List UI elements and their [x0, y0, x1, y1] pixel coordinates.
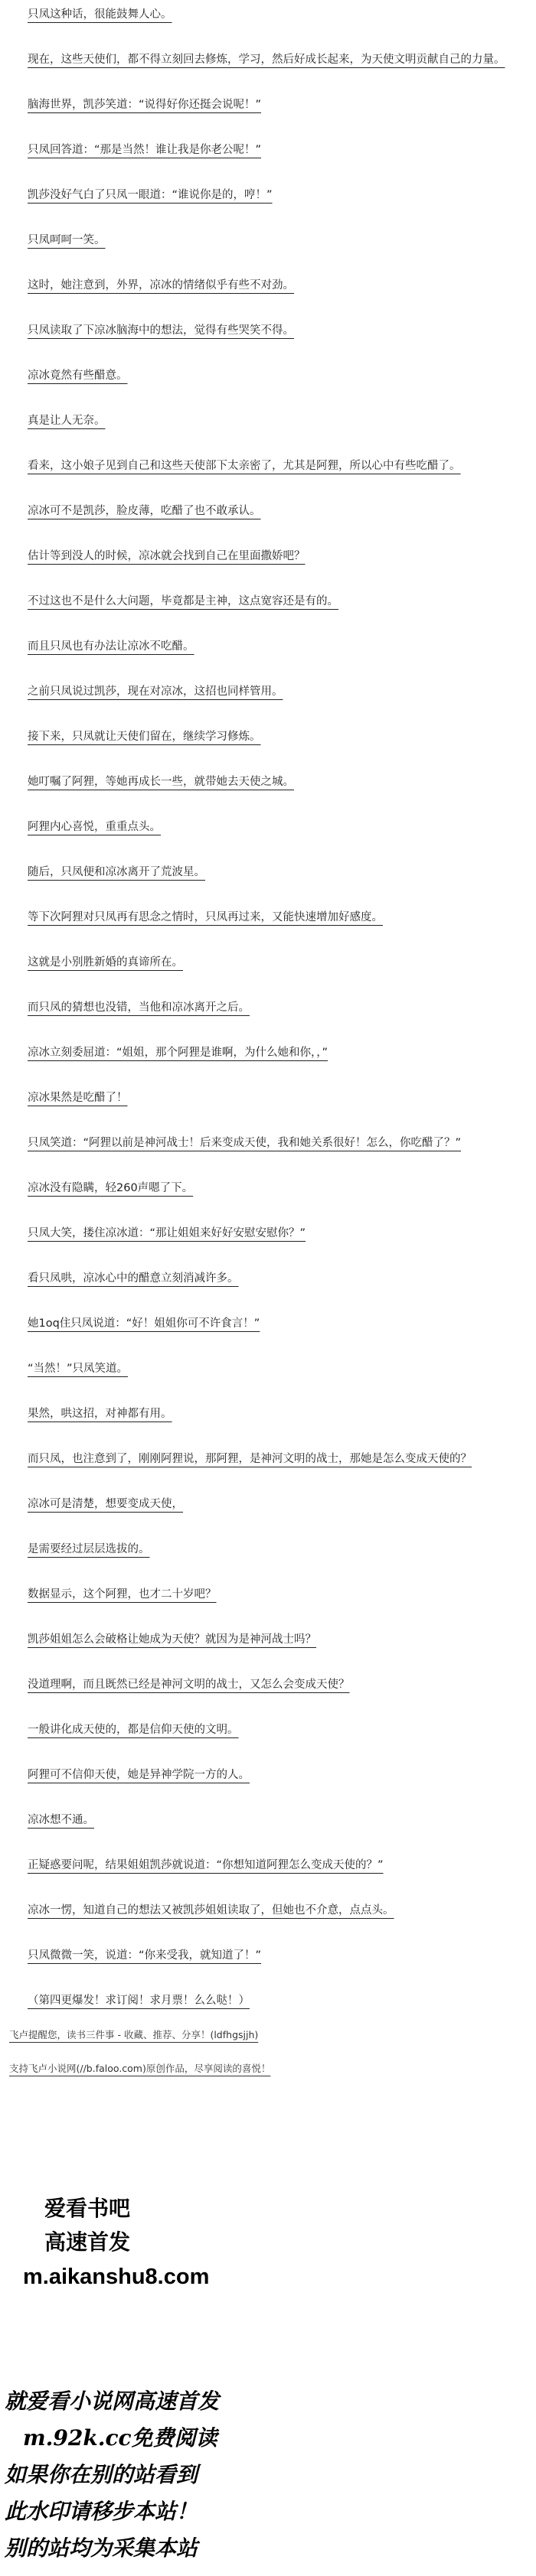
paragraph: 凉冰可不是凯莎，脸皮薄，吃醋了也不敢承认。	[28, 505, 261, 517]
paragraph: 等下次阿狸对只凤再有思念之情时，只凤再过来，又能快速增加好感度。	[28, 911, 383, 923]
paragraph: 看来，这小娘子见到自己和这些天使部下太亲密了，尤其是阿狸，所以心中有些吃醋了。	[28, 460, 461, 472]
paragraph: 随后，只凤便和凉冰离开了荒波星。	[28, 866, 205, 878]
paragraph: “当然！”只凤笑道。	[28, 1363, 129, 1375]
watermark-url: m.aikanshu8.com	[23, 2265, 210, 2289]
watermark-92k	[5, 2383, 326, 2567]
paragraph: 凉冰立刻委屈道：“姐姐，那个阿狸是谁啊，为什么她和你，，”	[28, 1047, 328, 1059]
watermark-aikanshu	[23, 2192, 345, 2294]
watermark-line: 就爱看小说网高速首发	[5, 2389, 220, 2414]
paragraph: 阿狸内心喜悦，重重点头。	[28, 821, 161, 833]
paragraph: 只凤大笑，搂住凉冰道：“那让姐姐来好好安慰安慰你？”	[28, 1227, 306, 1239]
paragraph: 一般讲化成天使的，都是信仰天使的文明。	[28, 1724, 239, 1736]
paragraph: 脑海世界，凯莎笑道：“说得好你还挺会说呢！”	[28, 99, 262, 111]
paragraph: 凉冰果然是吃醋了！	[28, 1092, 128, 1104]
watermark-line: 如果你在别的站看到	[5, 2462, 198, 2487]
paragraph: 凯莎姐姐怎么会破格让她成为天使？就因为是神河战士吗？	[28, 1633, 316, 1646]
paragraph: 凉冰想不通。	[28, 1814, 94, 1826]
paragraph: 现在，这些天使们，都不得立刻回去修炼，学习，然后好成长起来，为天使文明贡献自己的力量。	[28, 54, 505, 66]
paragraph: 估计等到没人的时候，凉冰就会找到自己在里面撒娇吧？	[28, 550, 306, 562]
watermark-line: 爱看书吧	[44, 2197, 131, 2220]
paragraph: 这时，她注意到，外界，凉冰的情绪似乎有些不对劲。	[28, 279, 294, 291]
watermark-line: 此水印请移步本站！	[5, 2499, 198, 2524]
paragraph: 凉冰没有隐瞒，轻260声嗯了下。	[28, 1182, 194, 1194]
paragraph: 之前只凤说过凯莎，现在对凉冰，这招也同样管用。	[28, 686, 283, 698]
watermark-line: 高速首发	[44, 2230, 131, 2254]
paragraph: 只凤这种话，很能鼓舞人心。	[28, 8, 172, 21]
faloo-support-link[interactable]: 支持飞卢小说网(//b.faloo.com)原创作品，尽享阅读的喜悦！	[9, 2063, 271, 2074]
paragraph: 凉冰可是清楚，想要变成天使，	[28, 1498, 183, 1510]
paragraph: 正疑惑要问呢，结果姐姐凯莎就说道：“你想知道阿狸怎么变成天使的？”	[28, 1859, 384, 1871]
paragraph: 阿狸可不信仰天使，她是异神学院一方的人。	[28, 1769, 250, 1781]
paragraph: 只凤回答道：“那是当然！谁让我是你老公呢！”	[28, 144, 262, 156]
paragraph: 而只凤，也注意到了，刚刚阿狸说，那阿狸，是神河文明的战士，那她是怎么变成天使的？	[28, 1453, 472, 1465]
paragraph: 凯莎没好气白了只凤一眼道：“谁说你是的，哼！”	[28, 189, 273, 201]
paragraph: 凉冰一愣，知道自己的想法又被凯莎姐姐读取了，但她也不介意，点点头。	[28, 1904, 394, 1917]
watermark-url: m.92k.cc免费阅读	[23, 2425, 217, 2451]
paragraph: 是需要经过层层选拔的。	[28, 1543, 150, 1555]
paragraph: 只凤读取了下凉冰脑海中的想法，觉得有些哭笑不得。	[28, 324, 294, 337]
paragraph: 这就是小别胜新婚的真谛所在。	[28, 956, 183, 969]
paragraph: 她1oq住只凤说道：“好！姐姐你可不许食言！”	[28, 1317, 260, 1330]
paragraph: 果然，哄这招，对神都有用。	[28, 1408, 172, 1420]
paragraph: 不过这也不是什么大问题，毕竟都是主神，这点宽容还是有的。	[28, 595, 338, 607]
paragraph: 她叮嘱了阿狸，等她再成长一些，就带她去天使之城。	[28, 776, 294, 788]
paragraph: 数据显示，这个阿狸，也才二十岁吧？	[28, 1588, 217, 1601]
paragraph: 而只凤的猜想也没错，当他和凉冰离开之后。	[28, 1001, 250, 1014]
paragraph: 只凤呵呵一笑。	[28, 234, 106, 246]
paragraph: 真是让人无奈。	[28, 415, 106, 427]
paragraph: 只凤微微一笑，说道：“你来受我，就知道了！”	[28, 1949, 262, 1962]
paragraph: 而且只凤也有办法让凉冰不吃醋。	[28, 640, 194, 653]
watermark-line: 别的站均为采集本站	[5, 2535, 198, 2561]
faloo-reminder: 飞卢提醒您，读书三件事 - 收藏、推荐、分享！(ldfhgsjjh)	[9, 2029, 259, 2040]
paragraph: 没道理啊，而且既然已经是神河文明的战士，又怎么会变成天使？	[28, 1679, 350, 1691]
chapter-end-note: （第四更爆发！求订阅！求月票！么么哒！）	[28, 1995, 250, 2007]
paragraph: 看只凤哄，凉冰心中的醋意立刻消减许多。	[28, 1272, 239, 1285]
paragraph: 凉冰竟然有些醋意。	[28, 370, 128, 382]
paragraph: 接下来，只凤就让天使们留在，继续学习修炼。	[28, 731, 261, 743]
paragraph: 只凤笑道：“阿狸以前是神河战士！后来变成天使，我和她关系很好！怎么，你吃醋了？”	[28, 1137, 462, 1149]
